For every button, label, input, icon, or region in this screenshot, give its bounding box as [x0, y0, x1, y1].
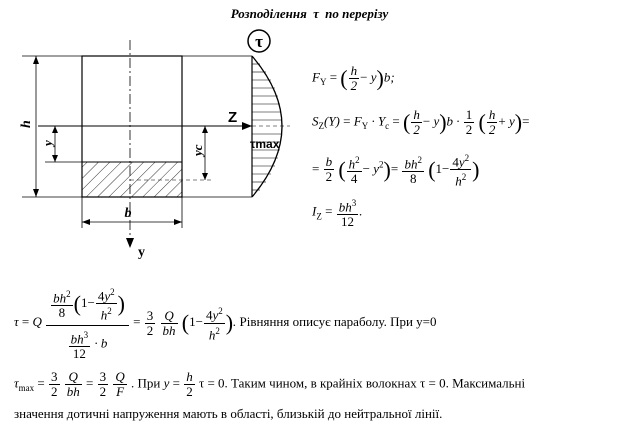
- svg-text:y: y: [138, 245, 145, 260]
- equation-iz: $I_Z$ = $\frac{bh^3}{12}$ .: [312, 198, 363, 230]
- svg-text:τmax: τmax: [250, 137, 280, 151]
- svg-text:τ: τ: [255, 32, 263, 51]
- title-symbol: τ: [313, 6, 319, 21]
- title-word: Розподілення: [230, 6, 307, 21]
- hatched-area: [82, 162, 182, 197]
- svg-text:h: h: [19, 120, 34, 128]
- equation-sz-cont: = $\frac{b}{2}$ ( $\frac{h^2}{4}$ − $y^2)=$ $\frac{bh^2}{8}$ (1− $\frac{4y^2}{h^2}$ ): [312, 153, 480, 189]
- equation-tau-max: $\tau_{max}$ = $\frac{3}{2}$ $\frac{Q}{bh}$ = $\frac{3}{2}$ $\frac{Q}{F}$ . При y = $\frac{h}{2}$ τ = 0. Таким чином, в крайніх волокнах τ = 0. Максимальні: [14, 369, 526, 399]
- zero-result-2: τ = 0. Максимальні: [420, 375, 526, 391]
- svg-text:Z: Z: [228, 109, 238, 126]
- equation-tau: τ = Q $\frac{bh^2}{8}$ (1− $\frac{4y^2}{h^2}$ ) $\frac{bh^3}{12}$ · b = $\frac{3}{2}$ $\frac{Q}{bh}$ (1− $\frac{4y^2}{h^2}$ ). Рівняння описує параболу. При y=0: [14, 283, 437, 363]
- title-suffix: по перерізу: [325, 6, 389, 21]
- svg-text:b: b: [124, 206, 132, 221]
- svg-text:y: y: [40, 140, 55, 146]
- svg-text:yc: yc: [190, 144, 205, 156]
- cross-section-diagram: [0, 20, 315, 270]
- zero-result: τ = 0. Таким чином, в крайніх волокнах: [198, 375, 417, 391]
- equation-fy: $F_Y$ = ( $\frac{h}{2}$ − y)b;: [312, 63, 395, 93]
- conclusion-text: значення дотичні напруження мають в області, близькій до нейтральної лінії.: [14, 406, 443, 421]
- tau-parabola: [252, 56, 282, 197]
- equation-sz: $S_Z(Y) = F_Y \cdot Y_c$ = ( $\frac{h}{2}$ − y)b · $\frac{1}{2}$ ( $\frac{h}{2}$ + y)=: [312, 107, 530, 137]
- parabola-sentence: Рівняння описує параболу. При y=0: [239, 313, 437, 329]
